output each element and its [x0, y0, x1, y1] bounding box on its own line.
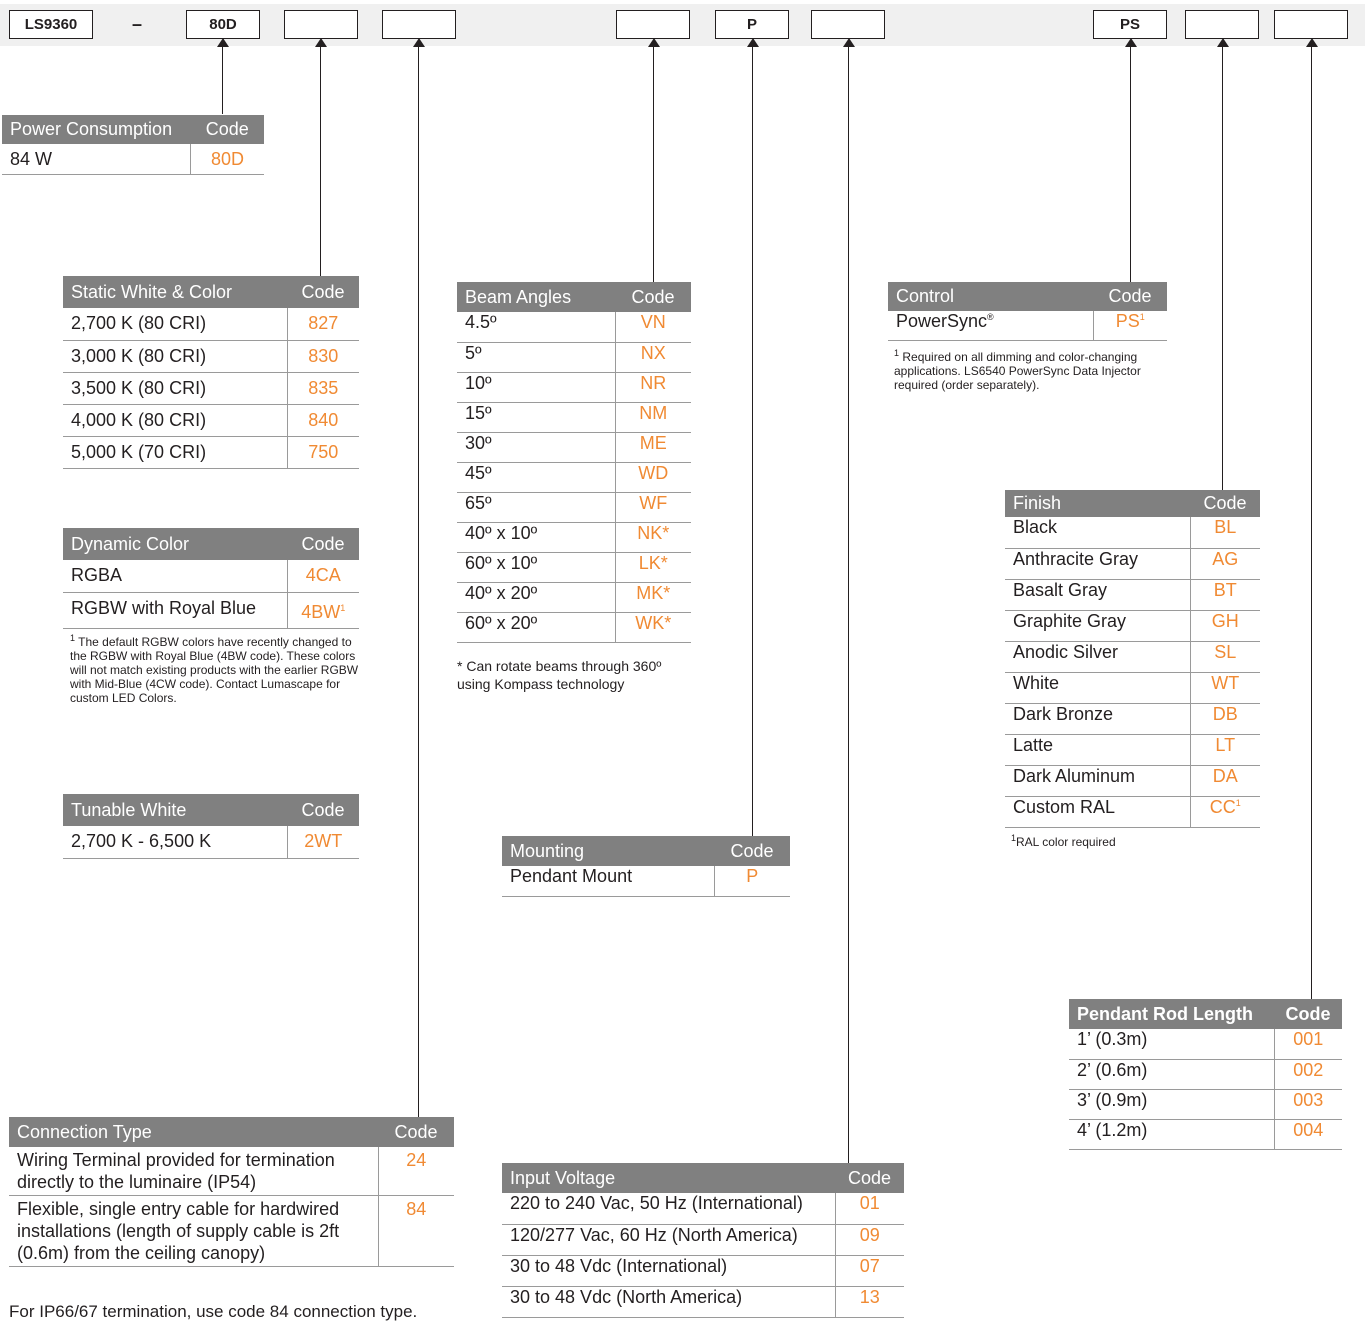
option-label: 120/277 Vac, 60 Hz (North America) [502, 1224, 835, 1255]
table-row [1005, 641, 1260, 672]
option-code: VN [615, 312, 691, 342]
option-code: NK* [615, 522, 691, 552]
option-label: Dark Bronze [1005, 703, 1190, 734]
option-label: 4.5º [457, 312, 615, 342]
table-header: Mounting [502, 836, 714, 866]
option-label: 2’ (0.6m) [1069, 1059, 1274, 1089]
option-code: WK* [615, 612, 691, 642]
table-header-code: Code [287, 276, 359, 308]
option-code: 24 [378, 1147, 454, 1196]
option-label: 3,000 K (80 CRI) [63, 340, 287, 372]
option-code: ME [615, 432, 691, 462]
table-row [1005, 796, 1260, 827]
table-row [2, 144, 264, 175]
table-row [1069, 1089, 1342, 1119]
connector-control [1130, 46, 1131, 282]
arrow-up-icon [843, 38, 855, 47]
option-code: LT [1190, 734, 1260, 765]
model-number-box: LS9360 [9, 10, 93, 39]
connector-voltage [848, 46, 849, 1163]
option-code [287, 592, 359, 628]
option-code: WF [615, 492, 691, 522]
option-code: AG [1190, 548, 1260, 579]
table-row [457, 582, 691, 612]
table-header-code: Code [1093, 282, 1167, 311]
footnote-marker: 1 [1235, 797, 1241, 808]
option-code: 002 [1274, 1059, 1342, 1089]
table-row [457, 492, 691, 522]
table-header: Dynamic Color [63, 528, 287, 560]
option-code: NM [615, 402, 691, 432]
table-row [63, 372, 359, 404]
connector-connection [418, 46, 419, 1117]
option-code: NR [615, 372, 691, 402]
table-header: Finish [1005, 490, 1190, 517]
table-row [888, 311, 1167, 340]
table-row [9, 1147, 454, 1196]
note-text: RAL color required [1016, 835, 1116, 849]
table-header: Tunable White [63, 794, 287, 826]
connection-type-table [9, 1117, 454, 1267]
table-row [1005, 672, 1260, 703]
beam-angles-note: * Can rotate beams through 360º using Kompass technology [457, 658, 662, 692]
table-header-code: Code [615, 282, 691, 312]
slot-connection-box[interactable] [382, 10, 456, 39]
arrow-up-icon [413, 38, 425, 47]
control-note [894, 346, 1170, 392]
option-label: 45º [457, 462, 615, 492]
table-row [457, 342, 691, 372]
option-label: RGBW with Royal Blue [63, 592, 287, 628]
table-row [1005, 734, 1260, 765]
option-code: 84 [378, 1196, 454, 1267]
note-text: Required on all dimming and color-changing applications. LS6540 PowerSync Data Injector required (order separately). [894, 350, 1141, 392]
slot-color-box[interactable] [284, 10, 358, 39]
slot-control-box[interactable]: PS [1093, 10, 1167, 39]
static-white-table [63, 276, 359, 469]
slot-power-box[interactable]: 80D [186, 10, 260, 39]
option-code: 01 [835, 1193, 904, 1224]
table-row [63, 560, 359, 592]
option-label: Anthracite Gray [1005, 548, 1190, 579]
table-row [1005, 765, 1260, 796]
option-label: 1’ (0.3m) [1069, 1029, 1274, 1059]
table-row [63, 340, 359, 372]
code-text: PS [1115, 311, 1140, 331]
table-row [9, 1196, 454, 1267]
option-code: DB [1190, 703, 1260, 734]
option-label: 4,000 K (80 CRI) [63, 404, 287, 436]
option-label: Graphite Gray [1005, 610, 1190, 641]
table-row [457, 522, 691, 552]
option-code: MK* [615, 582, 691, 612]
option-label: 10º [457, 372, 615, 402]
option-label: Wiring Terminal provided for termination directly to the luminaire (IP54) [9, 1147, 378, 1196]
table-row [457, 402, 691, 432]
option-code: 840 [287, 404, 359, 436]
connector-rod [1311, 46, 1312, 999]
arrow-up-icon [648, 38, 660, 47]
control-table [888, 282, 1167, 341]
table-row [457, 612, 691, 642]
arrow-up-icon [1217, 38, 1229, 47]
option-label: 30º [457, 432, 615, 462]
option-label: Pendant Mount [502, 866, 714, 896]
table-row [457, 462, 691, 492]
option-code: BL [1190, 517, 1260, 548]
table-header-code: Code [1190, 490, 1260, 517]
note-text: The default RGBW colors have recently changed to the RGBW with Royal Blue (4BW code). These colors will not match existing products with the earlier RGBW with Mid-Blue (4CW code). Contact Lumascape for custom LED Colors. [70, 635, 359, 705]
option-label: 30 to 48 Vdc (International) [502, 1255, 835, 1286]
power-table [2, 115, 264, 175]
slot-beam-box[interactable] [616, 10, 690, 39]
table-header: Power Consumption [2, 115, 191, 144]
table-row [1005, 610, 1260, 641]
option-code: 4CA [287, 560, 359, 592]
table-row [63, 404, 359, 436]
option-code: WT [1190, 672, 1260, 703]
connector-finish [1222, 46, 1223, 490]
table-row [502, 1224, 904, 1255]
table-header-code: Code [1274, 999, 1342, 1029]
option-label: 3,500 K (80 CRI) [63, 372, 287, 404]
option-code [1190, 796, 1260, 827]
option-code: 13 [835, 1286, 904, 1317]
option-label: 3’ (0.9m) [1069, 1089, 1274, 1119]
option-label: 30 to 48 Vdc (North America) [502, 1286, 835, 1317]
table-row [63, 592, 359, 628]
connector-power [222, 46, 223, 114]
table-row [502, 1255, 904, 1286]
option-label: 4’ (1.2m) [1069, 1119, 1274, 1149]
finish-note [1011, 831, 1261, 849]
option-code: 827 [287, 308, 359, 340]
slot-rod-box[interactable] [1274, 10, 1348, 39]
option-code: NX [615, 342, 691, 372]
footnote-marker: 1 [894, 348, 900, 358]
table-row [502, 866, 790, 896]
code-text: 4BW [301, 601, 341, 622]
connector-mounting [752, 46, 753, 836]
registered-mark: ® [987, 312, 994, 322]
table-row [1005, 579, 1260, 610]
option-code: 09 [835, 1224, 904, 1255]
option-label: Black [1005, 517, 1190, 548]
table-row [457, 432, 691, 462]
option-code: 835 [287, 372, 359, 404]
table-header-code: Code [835, 1163, 904, 1193]
option-code: BT [1190, 579, 1260, 610]
table-header-code: Code [191, 115, 265, 144]
table-row [457, 312, 691, 342]
table-header: Pendant Rod Length [1069, 999, 1274, 1029]
slot-finish-box[interactable] [1185, 10, 1259, 39]
option-label: Basalt Gray [1005, 579, 1190, 610]
mounting-table [502, 836, 790, 897]
beam-angles-table [457, 282, 691, 643]
pendant-rod-table [1069, 999, 1342, 1150]
footnote-marker: 1 [1011, 833, 1017, 843]
option-label: 84 W [2, 144, 191, 175]
table-header: Static White & Color [63, 276, 287, 308]
option-label: White [1005, 672, 1190, 703]
option-text: PowerSync [896, 311, 988, 331]
footnote-marker: 1 [1139, 312, 1145, 322]
option-code: LK* [615, 552, 691, 582]
table-header: Control [888, 282, 1093, 311]
table-row [1005, 517, 1260, 548]
option-label: 15º [457, 402, 615, 432]
table-row [63, 826, 359, 858]
option-label [888, 311, 1093, 340]
arrow-up-icon [1306, 38, 1318, 47]
table-row [1069, 1059, 1342, 1089]
arrow-up-icon [217, 38, 229, 47]
dynamic-color-note [70, 631, 362, 705]
option-label: 65º [457, 492, 615, 522]
table-row [502, 1286, 904, 1317]
option-label: Latte [1005, 734, 1190, 765]
option-label: Dark Aluminum [1005, 765, 1190, 796]
table-row [1069, 1119, 1342, 1149]
table-row [63, 308, 359, 340]
option-code: WD [615, 462, 691, 492]
arrow-up-icon [747, 38, 759, 47]
option-code: SL [1190, 641, 1260, 672]
slot-mounting-box[interactable]: P [715, 10, 789, 39]
option-code: 750 [287, 436, 359, 468]
option-label: 40º x 20º [457, 582, 615, 612]
option-label: 60º x 20º [457, 612, 615, 642]
code-separator: – [132, 14, 143, 34]
table-row [457, 372, 691, 402]
option-label: 5º [457, 342, 615, 372]
arrow-up-icon [315, 38, 327, 47]
table-row [1005, 703, 1260, 734]
table-row [63, 436, 359, 468]
option-label: Anodic Silver [1005, 641, 1190, 672]
input-voltage-table [502, 1163, 904, 1318]
option-code [1093, 311, 1167, 340]
option-label: RGBA [63, 560, 287, 592]
option-code: 830 [287, 340, 359, 372]
option-label: 60º x 10º [457, 552, 615, 582]
table-row [502, 1193, 904, 1224]
table-header-code: Code [287, 794, 359, 826]
option-code: P [714, 866, 790, 896]
option-code: DA [1190, 765, 1260, 796]
table-header-code: Code [378, 1117, 454, 1147]
footnote-marker: 1 [340, 602, 346, 613]
option-code: 004 [1274, 1119, 1342, 1149]
code-text: CC [1209, 796, 1236, 817]
table-row [1005, 548, 1260, 579]
option-code: GH [1190, 610, 1260, 641]
dynamic-color-table [63, 528, 359, 629]
option-label: 5,000 K (70 CRI) [63, 436, 287, 468]
connector-beam [653, 46, 654, 282]
option-label: 220 to 240 Vac, 50 Hz (International) [502, 1193, 835, 1224]
option-label: 2,700 K (80 CRI) [63, 308, 287, 340]
footnote-marker: 1 [70, 633, 76, 643]
slot-voltage-box[interactable] [811, 10, 885, 39]
connector-color [320, 46, 321, 276]
option-label: 40º x 10º [457, 522, 615, 552]
arrow-up-icon [1125, 38, 1137, 47]
connection-footnote: For IP66/67 termination, use code 84 connection type. [9, 1302, 418, 1321]
table-header-code: Code [287, 528, 359, 560]
option-code: 07 [835, 1255, 904, 1286]
option-label: Flexible, single entry cable for hardwired installations (length of supply cable is 2ft (0.6m) from the ceiling canopy) [9, 1196, 378, 1267]
option-code: 2WT [287, 826, 359, 858]
option-code: 80D [191, 144, 265, 175]
table-header: Connection Type [9, 1117, 378, 1147]
option-label: Custom RAL [1005, 796, 1190, 827]
table-row [457, 552, 691, 582]
option-label: 2,700 K - 6,500 K [63, 826, 287, 858]
table-header: Input Voltage [502, 1163, 835, 1193]
table-header: Beam Angles [457, 282, 615, 312]
table-header-code: Code [714, 836, 790, 866]
tunable-white-table [63, 794, 359, 859]
option-code: 003 [1274, 1089, 1342, 1119]
table-row [1069, 1029, 1342, 1059]
finish-table [1005, 490, 1260, 828]
option-code: 001 [1274, 1029, 1342, 1059]
